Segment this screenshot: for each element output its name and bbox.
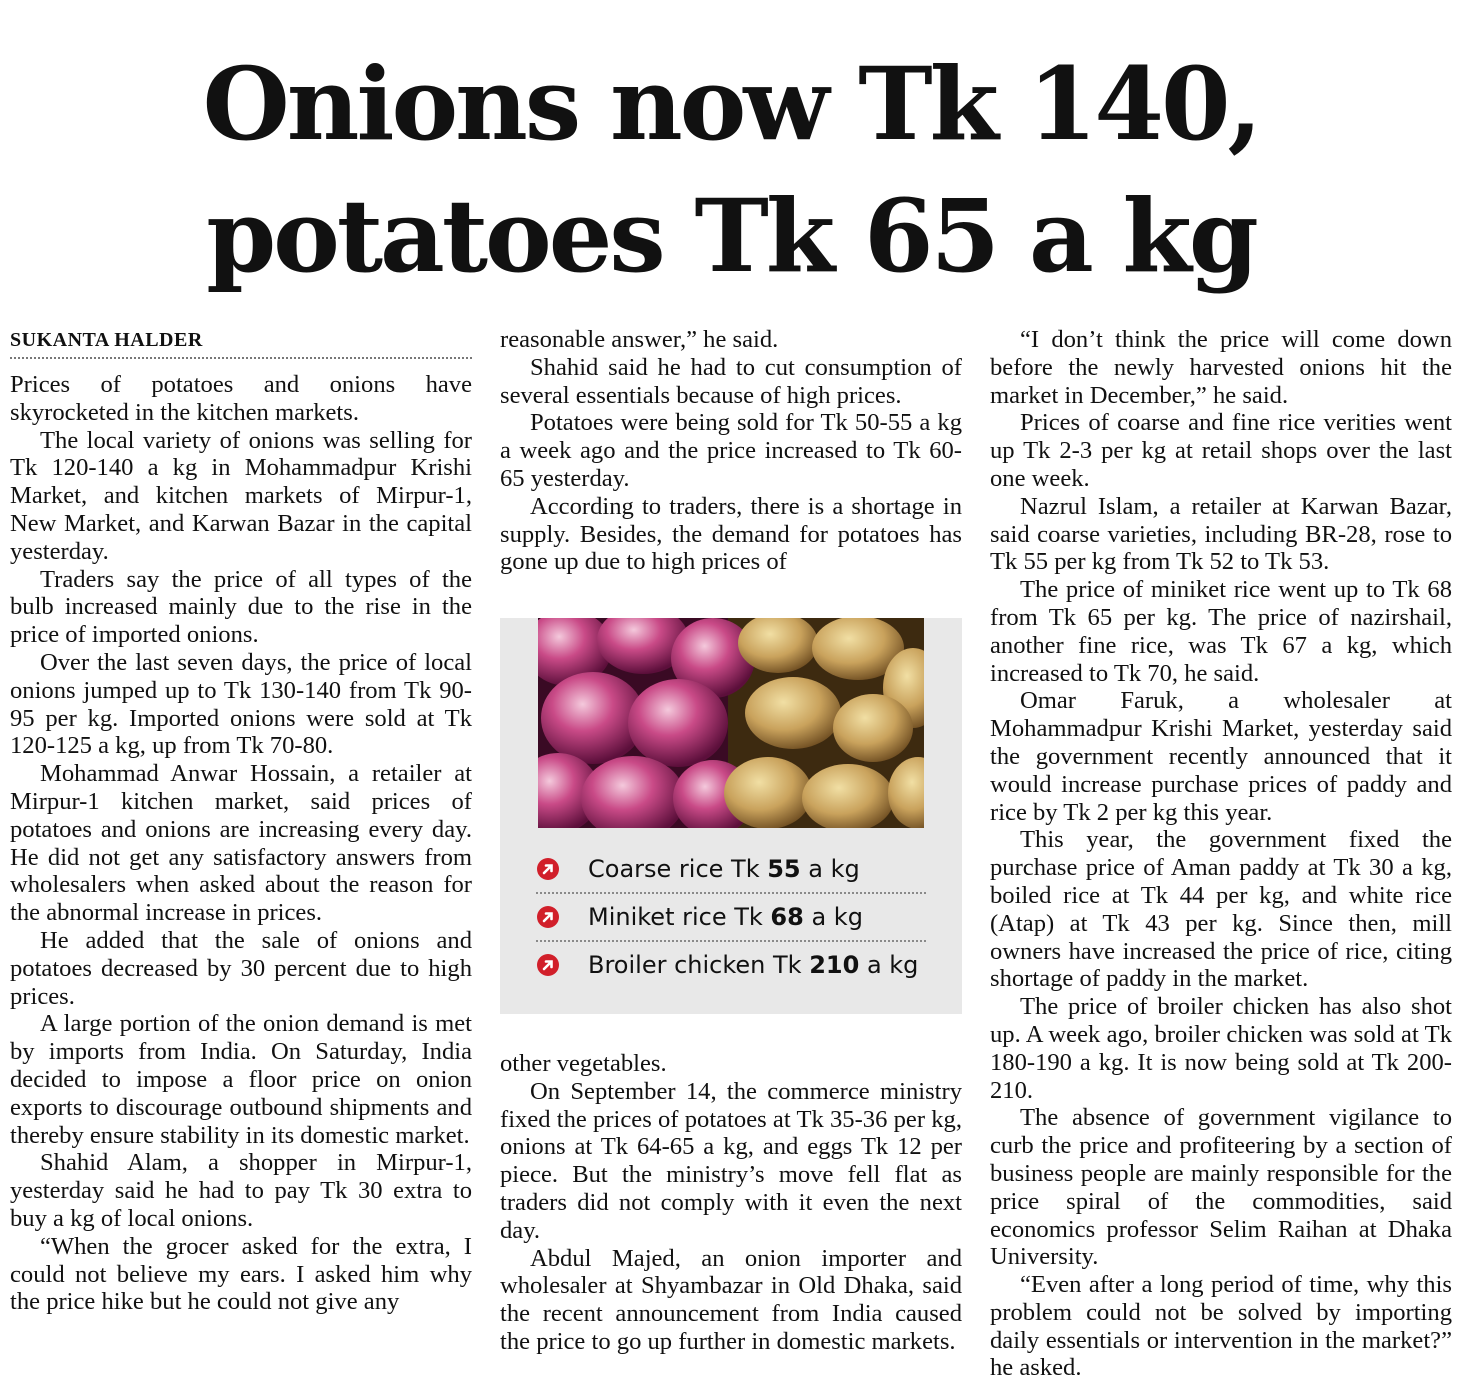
paragraph: Nazrul Islam, a retailer at Karwan Bazar, said coarse varieties, including BR-28, rose to Tk 55 per kg from Tk 52 to Tk 53.	[990, 492, 1452, 576]
paragraph: other vegetables.	[500, 1050, 667, 1077]
paragraph: Potatoes were being sold for Tk 50-55 a kg a week ago and the price increased to Tk 60-65 yesterday.	[500, 409, 962, 492]
headline	[0, 38, 1462, 302]
paragraph: The price of miniket rice went up to Tk 68 from Tk 65 per kg. The price of nazirshail, another fine rice, was Tk 67 a kg, which increased to Tk 70, he said.	[990, 576, 1452, 687]
headline-line-2: potatoes Tk 65 a kg	[206, 177, 1256, 295]
red-arrow-up-circle-icon	[536, 953, 560, 977]
article-column-2-top	[500, 326, 962, 576]
fact-text: Broiler chicken Tk 210 a kg	[588, 951, 919, 979]
fact-item	[536, 894, 926, 942]
headline-line-1: Onions now Tk 140,	[202, 45, 1260, 163]
paragraph: “Even after a long period of time, why this problem could not be solved by importing daily essentials or intervention in the market?” he asked.	[990, 1271, 1452, 1382]
article-column-1	[10, 324, 472, 1316]
paragraph: “When the grocer asked for the extra, I could not believe my ears. I asked him why the price hike but he could not give any	[10, 1232, 472, 1316]
paragraph: Prices of potatoes and onions have skyrocketed in the kitchen markets.	[10, 371, 472, 426]
article-column-3	[990, 326, 1452, 1382]
paragraph: The absence of government vigilance to curb the price and profiteering by a section of business people are mainly responsible for the price spiral of the commodities, said economics professor Selim Raihan at Dhaka University.	[990, 1104, 1452, 1271]
fact-box	[500, 618, 962, 1014]
fact-text: Miniket rice Tk 68 a kg	[588, 903, 863, 931]
paragraph: Omar Faruk, a wholesaler at Mohammadpur Krishi Market, yesterday said the government recently announced that it would increase purchase prices of paddy and rice by Tk 2 per kg this year.	[990, 687, 1452, 826]
paragraph: Abdul Majed, an onion importer and wholesaler at Shyambazar in Old Dhaka, said the recent announcement from India caused the price to go up further in domestic markets.	[500, 1244, 962, 1355]
paragraph: reasonable answer,” he said.	[500, 326, 779, 353]
paragraph: He added that the sale of onions and potatoes decreased by 30 percent due to high prices.	[10, 926, 472, 1010]
paragraph: Over the last seven days, the price of local onions jumped up to Tk 130-140 from Tk 90-95 per kg. Imported onions were sold at Tk 120-125 a kg, up from Tk 70-80.	[10, 648, 472, 760]
paragraph: According to traders, there is a shortage in supply. Besides, the demand for potatoes has gone up due to high prices of	[500, 492, 962, 576]
article-column-2-bottom	[500, 1050, 962, 1356]
paragraph: Shahid Alam, a shopper in Mirpur-1, yesterday said he had to pay Tk 30 extra to buy a kg of local onions.	[10, 1149, 472, 1232]
paragraph: This year, the government fixed the purchase price of Aman paddy at Tk 30 a kg, boiled rice at Tk 44 per kg, and white rice (Atap) at Tk 43 per kg. Since then, mill owners have increased the price of rice, citing shortage of paddy in the market.	[990, 826, 1452, 993]
paragraph: Prices of coarse and fine rice verities went up Tk 2-3 per kg at retail shops over the last one week.	[990, 409, 1452, 492]
paragraph: A large portion of the onion demand is met by imports from India. On Saturday, India decided to impose a floor price on onion exports to discourage outbound shipments and thereby ensure stability in its domestic market.	[10, 1010, 472, 1149]
paragraph: The price of broiler chicken has also shot up. A week ago, broiler chicken was sold at Tk 180-190 a kg. It is now being sold at Tk 200-210.	[990, 993, 1452, 1104]
byline: SUKANTA HALDER	[10, 324, 472, 359]
paragraph: Shahid said he had to cut consumption of several essentials because of high prices.	[500, 353, 962, 409]
paragraph: “I don’t think the price will come down before the newly harvested onions hit the market in December,” he said.	[990, 326, 1452, 409]
red-arrow-up-circle-icon	[536, 905, 560, 929]
paragraph: Traders say the price of all types of the bulb increased mainly due to the rise in the price of imported onions.	[10, 565, 472, 649]
paragraph: Mohammad Anwar Hossain, a retailer at Mirpur-1 kitchen market, said prices of potatoes and onions are increasing every day. He did not get any satisfactory answers from wholesalers when asked about the reason for the abnormal increase in prices.	[10, 760, 472, 927]
fact-item	[536, 942, 926, 988]
paragraph: On September 14, the commerce ministry fixed the prices of potatoes at Tk 35-36 per kg, onions at Tk 64-65 a kg, and eggs Tk 12 per piece. But the ministry’s move fell flat as traders did not comply with it even the next day.	[500, 1077, 962, 1244]
red-arrow-up-circle-icon	[536, 857, 560, 881]
paragraph: The local variety of onions was selling for Tk 120-140 a kg in Mohammadpur Krishi Market, and kitchen markets of Mirpur-1, New Market, and Karwan Bazar in the capital yesterday.	[10, 426, 472, 565]
fact-item	[536, 846, 926, 894]
fact-text: Coarse rice Tk 55 a kg	[588, 855, 860, 883]
onions-potatoes-photo	[538, 618, 924, 828]
fact-list	[536, 846, 926, 988]
